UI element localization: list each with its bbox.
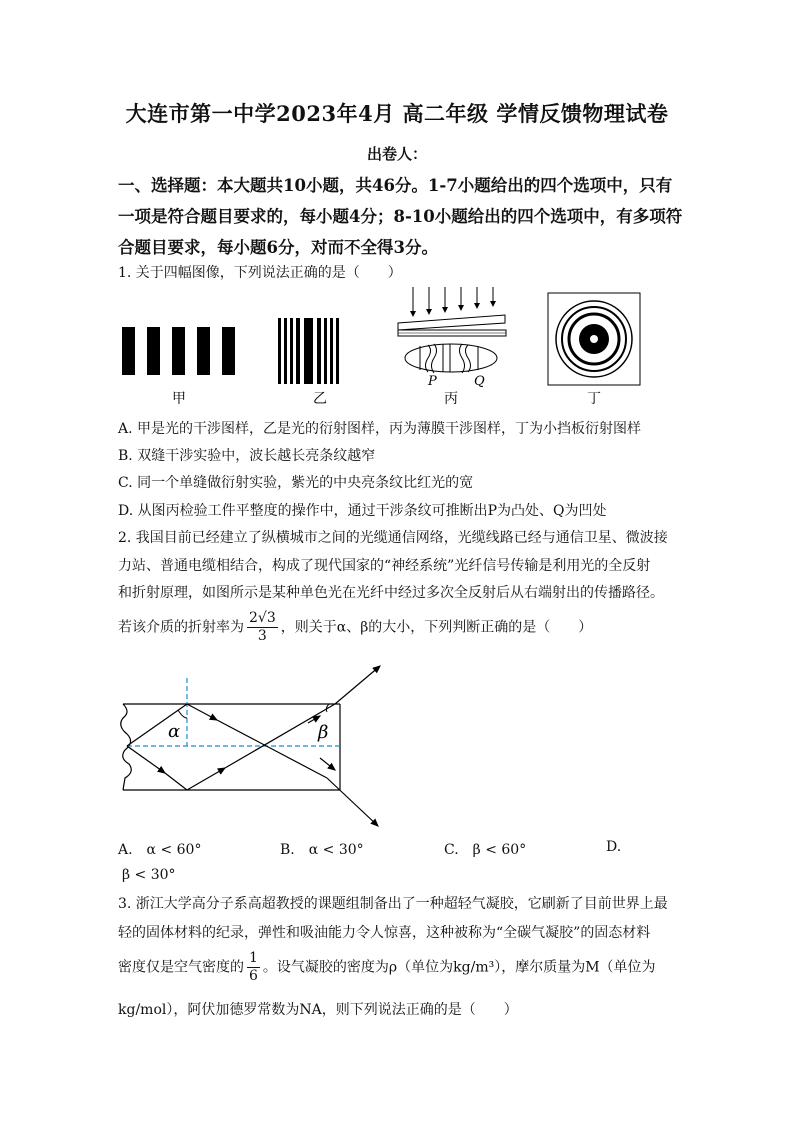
section-heading-line3: 合题目要求，每小题6分，对而不全得3分。 — [118, 238, 438, 257]
fraction-denominator: 3 — [257, 628, 267, 644]
q2-line4-post: ，则关于α、β的大小，下列判断正确的是（ ） — [280, 619, 593, 636]
q2-option-d-value: β < 30° — [122, 867, 176, 883]
author-line: 出卷人： — [366, 145, 427, 163]
section-heading-line1: 一、选择题：本大题共10小题，共46分。1-7小题给出的四个选项中，只有 — [118, 176, 673, 195]
figure-ding — [548, 293, 640, 407]
refractive-index-fraction — [247, 610, 278, 645]
q1-figures — [110, 285, 650, 415]
optical-fiber-diagram — [115, 658, 405, 833]
q3-line2: 轻的固体材料的纪录，弹性和吸油能力令人惊喜，这种被称为“全碳气凝胶”的固态材料 — [118, 925, 651, 941]
figure-label-yi: 乙 — [313, 391, 327, 407]
section-heading-line2: 一项是符合题目要求的，每小题4分；8-10小题给出的四个选项中，有多项符 — [118, 207, 683, 226]
q2-option-b: B. α < 30° — [280, 842, 364, 858]
fraction-numerator: 2√3 — [249, 610, 276, 626]
q3-line3 — [118, 950, 656, 985]
q3-line1: 3. 浙江大学高分子系高超教授的课题组制备出了一种超轻气凝胶，它刷新了目前世界上最 — [118, 896, 668, 912]
q2-line1: 2. 我国目前已经建立了纵横城市之间的光缆通信网络，光缆线路已经与通信卫星、微波接 — [118, 530, 668, 546]
figure-label-ding: 丁 — [587, 391, 601, 407]
figure-label-jia: 甲 — [172, 391, 186, 407]
figure-jia — [122, 327, 235, 407]
q3-line3-pre: 密度仅是空气密度的 — [118, 959, 244, 976]
fraction-denominator: 6 — [249, 968, 258, 984]
q1-option-d: D. 从图丙检验工件平整度的操作中，通过干涉条纹可推断出P为凸处、Q为凹处 — [118, 503, 607, 519]
figure-yi — [278, 318, 339, 407]
q2-option-a: A. α < 60° — [118, 842, 202, 858]
point-q-label: Q — [474, 374, 485, 389]
q3-line3-post: 。设气凝胶的密度为ρ（单位为kg/m³），摩尔质量为M（单位为 — [262, 959, 656, 976]
q1-stem: 1. 关于四幅图像，下列说法正确的是（ ） — [118, 265, 402, 281]
q2-line4 — [118, 610, 592, 645]
q1-option-c: C. 同一个单缝做衍射实验，紫光的中央亮条纹比红光的宽 — [118, 475, 474, 491]
point-p-label: P — [428, 374, 437, 389]
beta-label: β — [318, 722, 329, 743]
q1-option-b: B. 双缝干涉实验中，波长越长亮条纹越窄 — [118, 448, 376, 464]
q3-line4: kg/mol），阿伏加德罗常数为NA，则下列说法正确的是（ ） — [118, 1002, 518, 1018]
q1-option-a: A. 甲是光的干涉图样，乙是光的衍射图样，丙为薄膜干涉图样，丁为小挡板衍射图样 — [118, 421, 642, 437]
figure-label-bing: 丙 — [444, 391, 458, 407]
figure-bing — [398, 287, 506, 407]
density-fraction — [247, 950, 260, 985]
alpha-label: α — [168, 721, 181, 742]
q2-line3: 和折射原理，如图所示是某种单色光在光纤中经过多次全反射后从右端射出的传播路径。 — [118, 585, 664, 601]
q2-line4-pre: 若该介质的折射率为 — [118, 619, 244, 636]
q2-option-c: C. β < 60° — [444, 842, 527, 858]
fraction-numerator: 1 — [249, 950, 258, 966]
q2-line2: 力站、普通电缆相结合，构成了现代国家的“神经系统”光纤信号传输是利用光的全反射 — [118, 558, 651, 574]
page-title: 大连市第一中学2023年4月 高二年级 学情反馈物理试卷 — [125, 101, 669, 126]
q2-option-d: D. — [606, 839, 622, 855]
